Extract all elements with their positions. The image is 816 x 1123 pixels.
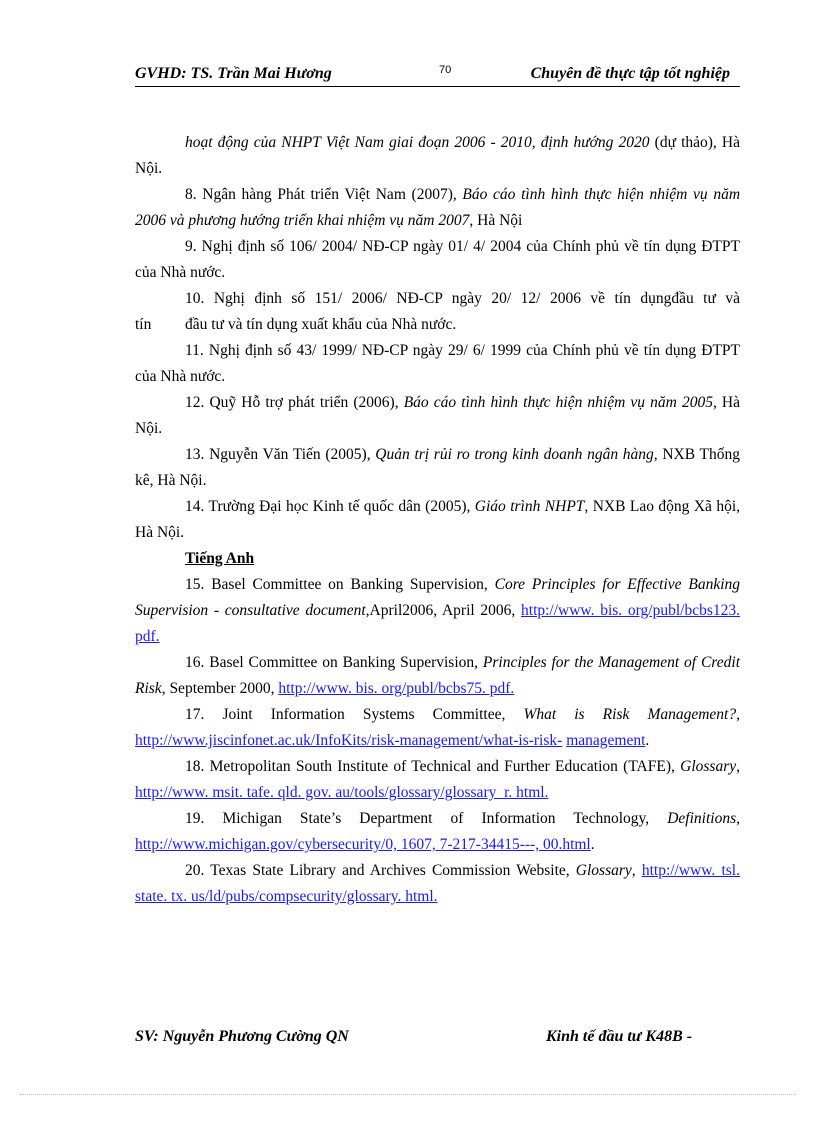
reference-15-link[interactable]: http://www. bis. org/publ/bcbs123. pdf. xyxy=(135,602,740,645)
reference-17: 17. Joint Information Systems Committee, What is Risk Management?, http://www.jiscinfonet.ac.uk/InfoKits/risk-management/what-is-risk- management. xyxy=(135,706,740,749)
reference-8: 8. Ngân hàng Phát triển Việt Nam (2007), Báo cáo tình hình thực hiện nhiệm vụ năm 2006 và phương hướng triển khai nhiệm vụ năm 2007, Hà Nội xyxy=(135,186,741,229)
header-report-title: Chuyên đề thực tập tốt nghiệp xyxy=(530,65,730,82)
page-number: 70 xyxy=(439,64,452,76)
reference-16: 16. Basel Committee on Banking Supervision, Principles for the Management of Credit Risk, September 2000, http://www. bis. org/publ/bcbs75. pdf. xyxy=(135,654,741,697)
reference-17-link[interactable]: http://www.jiscinfonet.ac.uk/InfoKits/risk-management/what-is-risk- xyxy=(135,732,563,749)
page-bottom-divider xyxy=(20,1094,796,1095)
reference-19-link[interactable]: http://www.michigan.gov/cybersecurity/0, 1607, 7-217-34415---, 00.html xyxy=(135,836,591,853)
reference-16-link[interactable]: http://www. bis. org/publ/bcbs75. pdf. xyxy=(278,680,515,697)
reference-13: 13. Nguyễn Văn Tiến (2005), Quản trị rủi ro trong kinh doanh ngân hàng, NXB Thống kê, Hà Nội. xyxy=(135,446,740,489)
footer-student: SV: Nguyễn Phương Cường QN xyxy=(135,1028,349,1045)
header-supervisor: GVHD: TS. Trần Mai Hương xyxy=(135,65,332,82)
reference-20: 20. Texas State Library and Archives Commission Website, Glossary, http://www. tsl. state. tx. us/ld/pubs/compsecurity/glossary. html. xyxy=(135,862,740,905)
reference-19: 19. Michigan State’s Department of Information Technology, Definitions, http://www.michigan.gov/cybersecurity/0, 1607, 7-217-34415---, 00.html. xyxy=(135,810,740,853)
reference-10: 10. Nghị định số 151/ 2006/ NĐ-CP ngày 20/ 12/ 2006 về tín dụngđầu tư và tín đầu tư và tín dụng xuất khẩu của Nhà nước. xyxy=(135,290,740,333)
footer-class: Kinh tế đầu tư K48B - xyxy=(546,1028,693,1045)
reference-12: 12. Quỹ Hỗ trợ phát triển (2006), Báo cáo tình hình thực hiện nhiệm vụ năm 2005, Hà Nội. xyxy=(135,394,741,437)
page-header xyxy=(135,62,740,87)
reference-15: 15. Basel Committee on Banking Supervision, Core Principles for Effective Banking Supervision - consultative document,April2006, April 2006, http://www. bis. org/publ/bcbs123. pdf. xyxy=(135,576,740,645)
reference-18-link[interactable]: http://www. msit. tafe. qld. gov. au/tools/glossary/glossary_r. html. xyxy=(135,784,549,801)
reference-18: 18. Metropolitan South Institute of Technical and Further Education (TAFE), Glossary, http://www. msit. tafe. qld. gov. au/tools/glossary/glossary_r. html. xyxy=(135,758,740,801)
reference-11: 11. Nghị định số 43/ 1999/ NĐ-CP ngày 29/ 6/ 1999 của Chính phủ về tín dụng ĐTPT của Nhà nước. xyxy=(135,342,740,385)
reference-14: 14. Trường Đại học Kinh tế quốc dân (2005), Giáo trình NHPT, NXB Lao động Xã hội, Hà Nội. xyxy=(135,498,740,541)
section-heading-english: Tiếng Anh xyxy=(185,550,255,567)
reference-17-link-cont[interactable]: management xyxy=(566,732,646,749)
reference-7-continued: hoạt động của NHPT Việt Nam giai đoạn 2006 - 2010, định hướng 2020 (dự thảo), Hà Nội. xyxy=(135,134,740,177)
reference-9: 9. Nghị định số 106/ 2004/ NĐ-CP ngày 01/ 4/ 2004 của Chính phủ về tín dụng ĐTPT của Nhà nước. xyxy=(135,238,740,281)
reference-20-link[interactable]: http://www. tsl. state. tx. us/ld/pubs/compsecurity/glossary. html. xyxy=(135,862,740,905)
reference-list xyxy=(135,130,740,910)
